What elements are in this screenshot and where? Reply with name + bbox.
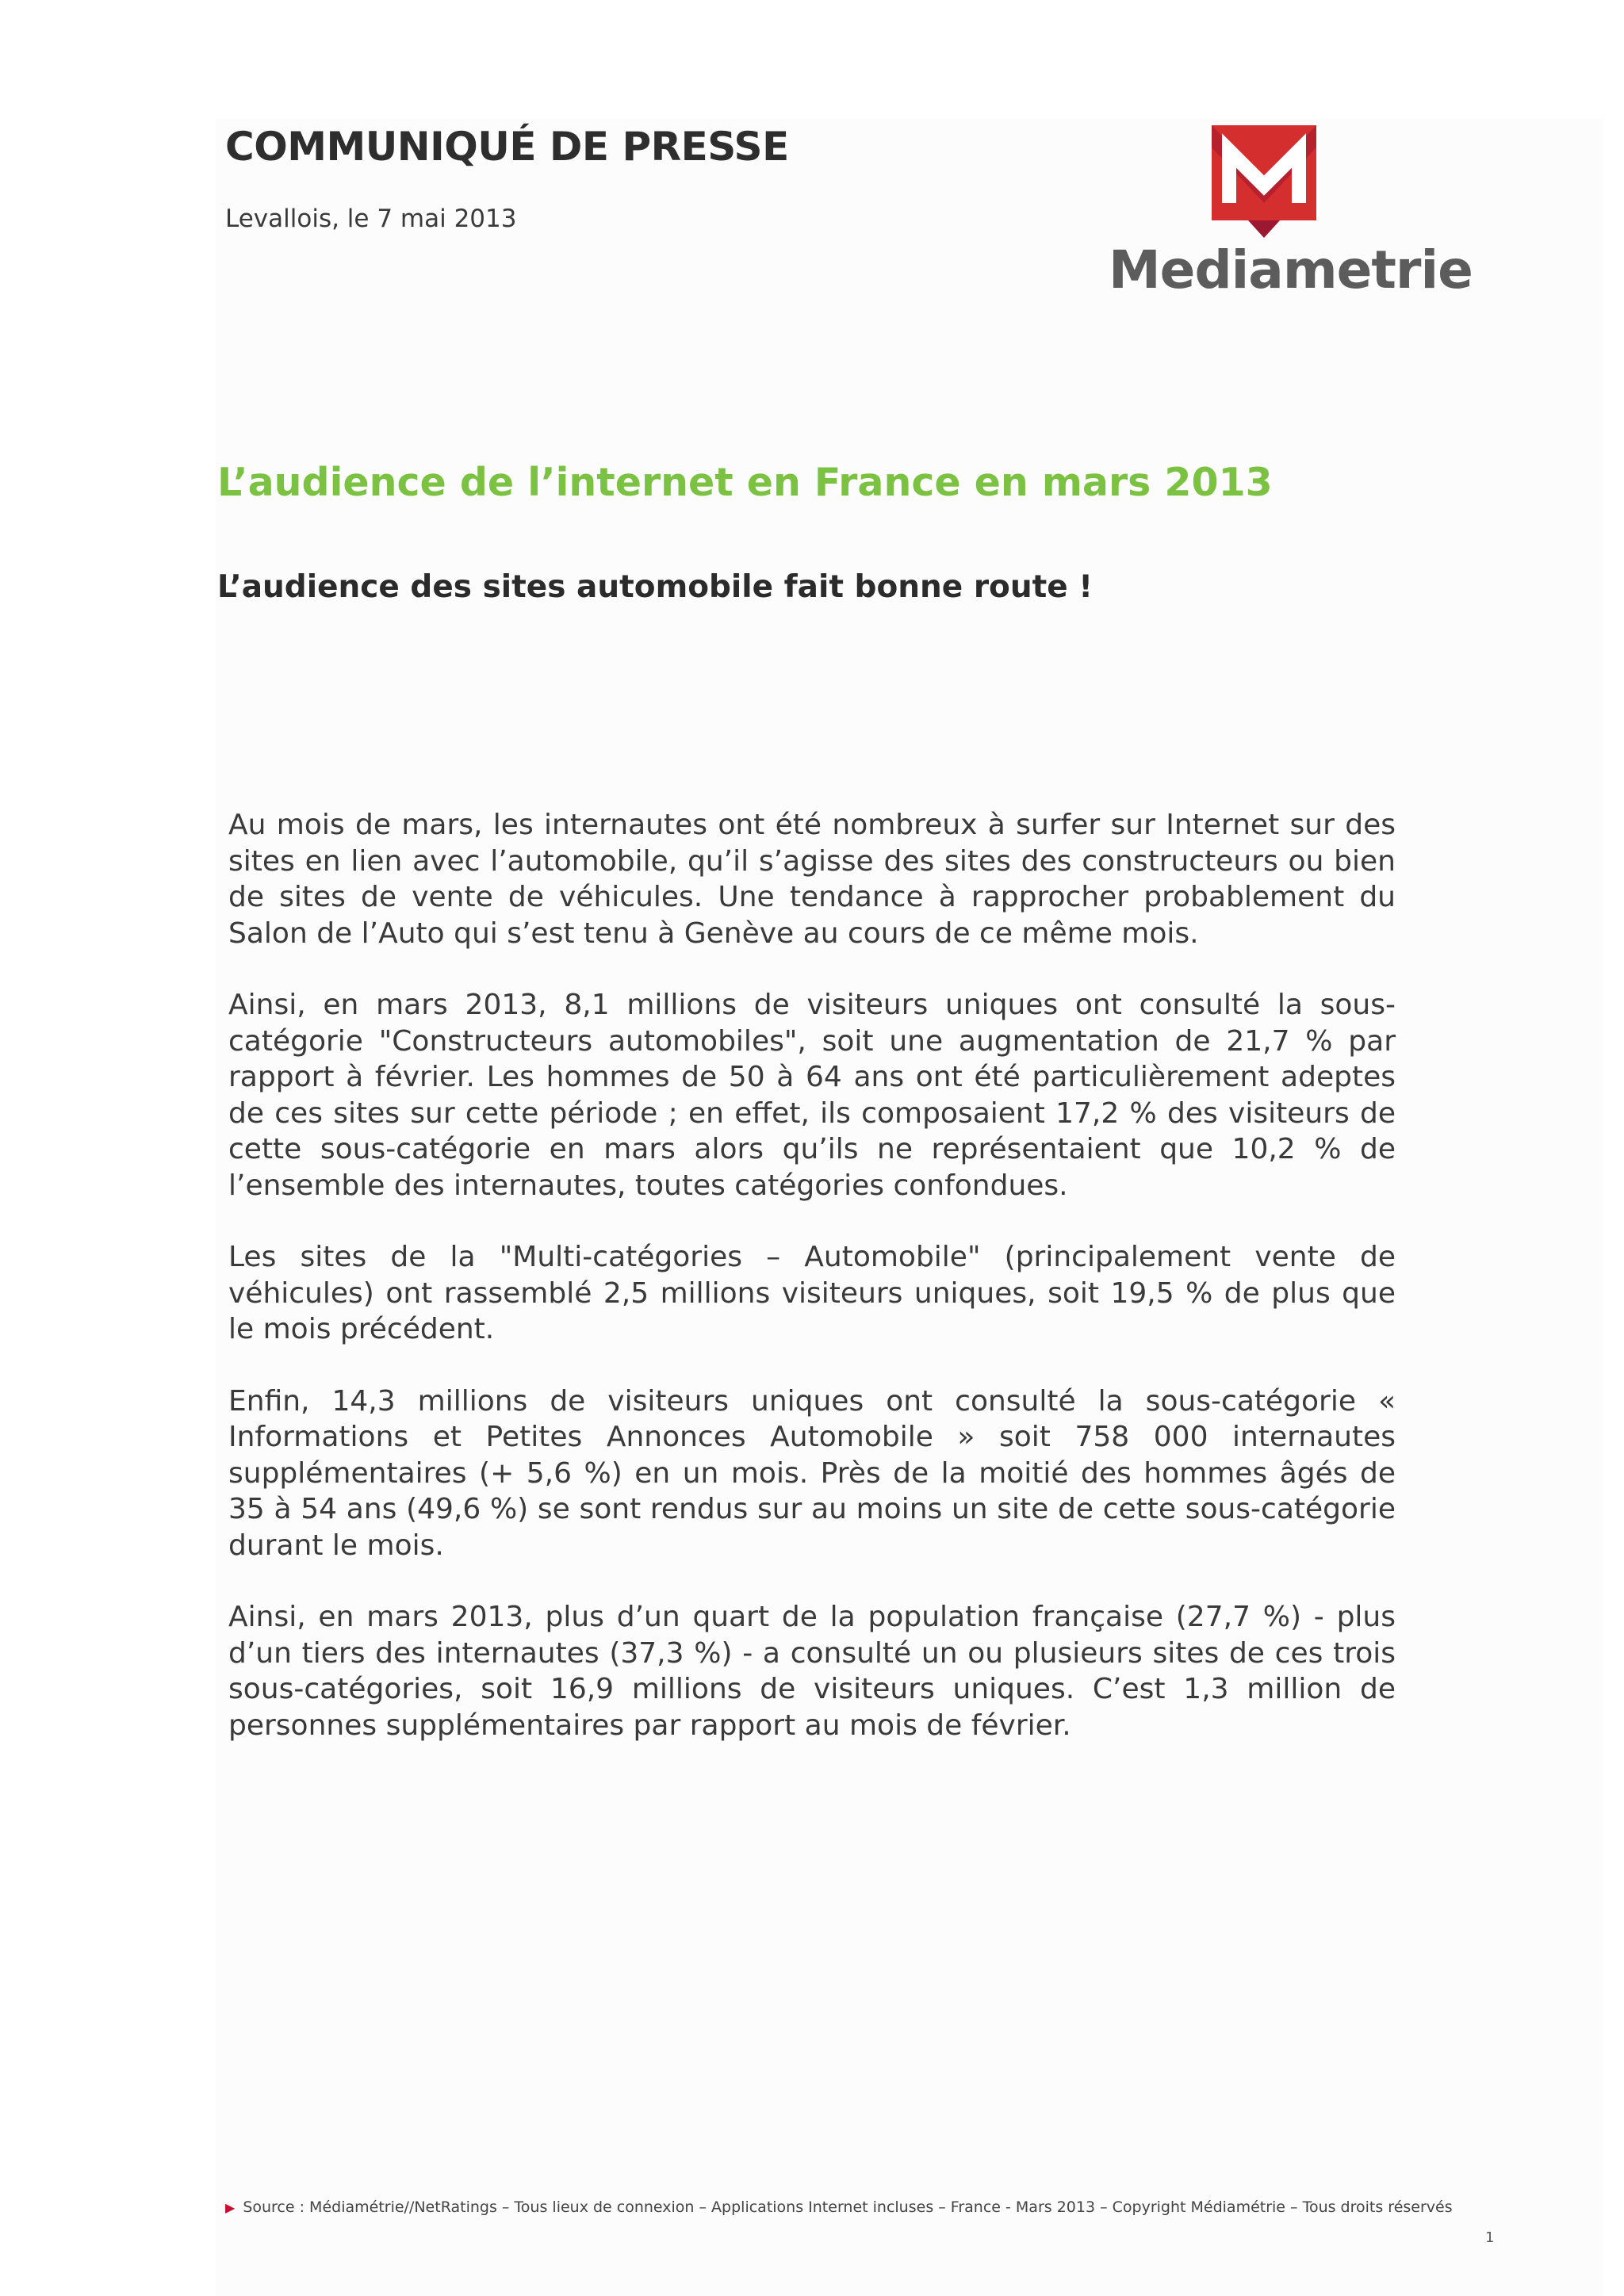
main-title: L’audience de l’internet en France en mars 2013 bbox=[217, 460, 1273, 505]
paragraph-1: Au mois de mars, les internautes ont été nombreux à surfer sur Internet sur des sites en lien avec l’automobile, qu’il s’agisse des sites des constructeurs ou bien de sites de vente de véhicules. Une tendance à rapprocher probablement du Salon de l’Auto qui s’est tenu à Genève au cours de ce même mois. bbox=[228, 809, 1396, 950]
body-text bbox=[228, 807, 1396, 1779]
logo-m-icon bbox=[1109, 124, 1426, 243]
paragraph-4: Enfin, 14,3 millions de visiteurs uniques ont consulté la sous-catégorie « Informations et Petites Annonces Automobile » soit 758 000 internautes supplémentaires (+ 5,6 %) en un mois. Près de la moitié des hommes âgés de 35 à 54 ans (49,6 %) se sont rendus sur au moins un site de cette sous-catégorie durant le mois. bbox=[228, 1384, 1396, 1562]
source-text: Source : Médiamétrie//NetRatings – Tous lieux de connexion – Applications Internet incluses – France - Mars 2013 – Copyright Médiamétrie – Tous droits réservés bbox=[243, 2198, 1453, 2216]
paragraph-3: Les sites de la "Multi-catégories – Automobile" (principalement vente de véhicules) ont rassemblé 2,5 millions visiteurs uniques, soit 19,5 % de plus que le mois précédent. bbox=[228, 1241, 1396, 1345]
logo-wordmark: Mediametrie bbox=[1109, 239, 1473, 300]
paragraph-2: Ainsi, en mars 2013, 8,1 millions de visiteurs uniques ont consulté la sous-catégorie "Constructeurs automobiles", soit une augmentation de 21,7 % par rapport à février. Les hommes de 50 à 64 ans ont été particulièrement adeptes de ces sites sur cette période ; en effet, ils composaient 17,2 % des visiteurs de cette sous-catégorie en mars alors qu’ils ne représentaient que 10,2 % de l’ensemble des internautes, toutes catégories confondues. bbox=[228, 989, 1396, 1202]
release-date: Levallois, le 7 mai 2013 bbox=[225, 205, 517, 233]
triangle-bullet-icon: ▶ bbox=[225, 2200, 236, 2215]
press-release-heading: COMMUNIQUÉ DE PRESSE bbox=[225, 124, 789, 170]
subtitle: L’audience des sites automobile fait bonne route ! bbox=[217, 569, 1094, 605]
source-note bbox=[225, 2198, 1453, 2216]
mediametrie-logo bbox=[1109, 124, 1473, 300]
paragraph-5: Ainsi, en mars 2013, plus d’un quart de la population française (27,7 %) - plus d’un tiers des internautes (37,3 %) - a consulté un ou plusieurs sites de ces trois sous-catégories, soit 16,9 millions de visiteurs uniques. C’est 1,3 million de personnes supplémentaires par rapport au mois de février. bbox=[228, 1601, 1396, 1742]
page-number: 1 bbox=[1485, 2229, 1495, 2246]
